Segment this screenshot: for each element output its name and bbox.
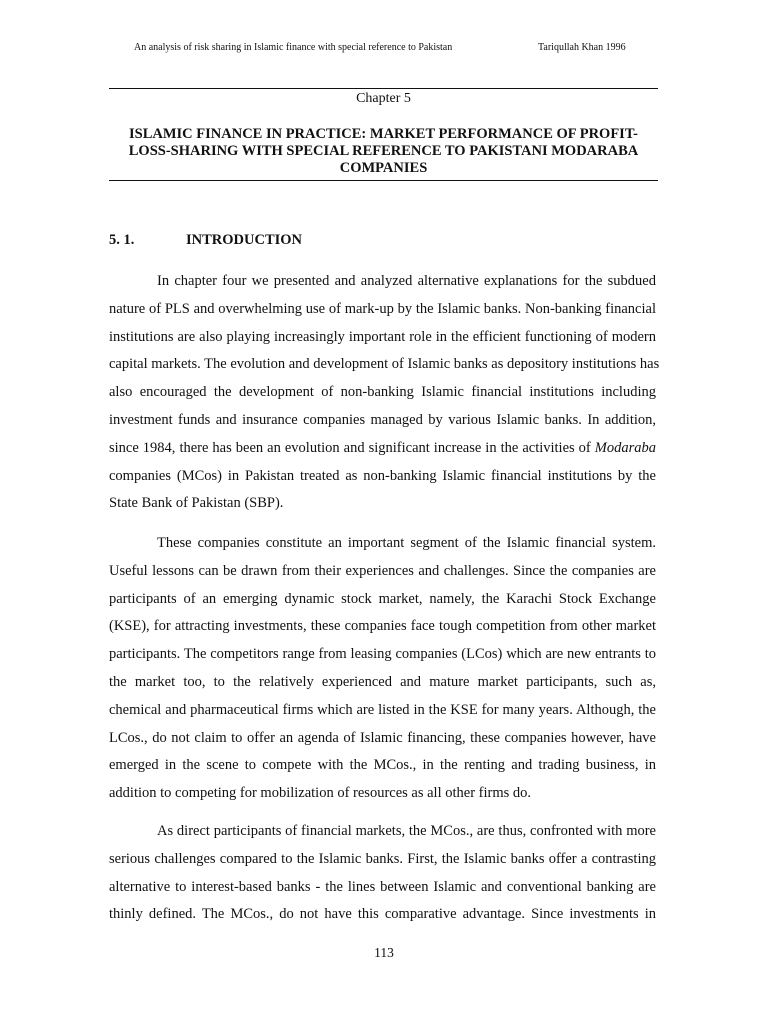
page-number: 113 <box>374 945 394 960</box>
chapter-label: Chapter 5 <box>356 91 411 106</box>
paragraph-line: capital markets. The evolution and development of Islamic banks as depository institutions has <box>109 356 660 373</box>
paragraph-line: investment funds and insurance companies managed by various Islamic banks. In addition, <box>109 411 656 428</box>
paragraph-line: participants of an emerging dynamic stock market, namely, the Karachi Stock Exchange <box>109 590 656 607</box>
paragraph-line: State Bank of Pakistan (SBP). <box>109 495 284 512</box>
section-number: 5. 1. <box>109 232 135 248</box>
paragraph-line: companies (MCos) in Pakistan treated as non-banking Islamic financial institutions by the <box>109 467 656 484</box>
running-header <box>134 42 644 54</box>
paragraph-line: alternative to interest-based banks - the lines between Islamic and conventional banking are <box>109 878 656 895</box>
paragraph-line: emerged in the scene to compete with the MCos., in the renting and trading business, in <box>109 757 656 774</box>
paragraph-line: also encouraged the development of non-banking Islamic financial institutions including <box>109 384 656 401</box>
chapter-title <box>109 126 658 177</box>
paragraph-3 <box>109 818 656 929</box>
paragraph-line: As direct participants of financial markets, the MCos., are thus, confronted with more <box>157 823 656 839</box>
running-header-title: An analysis of risk sharing in Islamic finance with special reference to Pakistan <box>134 42 453 53</box>
chapter-title-line: ISLAMIC FINANCE IN PRACTICE: MARKET PERFORMANCE OF PROFIT- <box>129 126 638 142</box>
header-rule-top <box>109 88 658 89</box>
section-title: INTRODUCTION <box>186 232 303 248</box>
running-header-author: Tariqullah Khan 1996 <box>538 42 626 53</box>
header-rule-bottom <box>109 180 658 181</box>
chapter-title-line: LOSS-SHARING WITH SPECIAL REFERENCE TO PAKISTANI MODARABA <box>128 143 639 159</box>
paragraph-line: These companies constitute an important segment of the Islamic financial system. <box>157 535 656 551</box>
paragraph-line-text: since 1984, there has been an evolution and significant increase in the activities of <box>109 439 591 456</box>
italic-term: Modaraba <box>594 439 656 456</box>
paragraph-2 <box>109 530 656 808</box>
paragraph-line: In chapter four we presented and analyzed alternative explanations for the subdued <box>157 273 656 289</box>
paragraph-line: thinly defined. The MCos., do not have this comparative advantage. Since investments in <box>109 906 656 923</box>
paragraph-line: (KSE), for attracting investments, these companies face tough competition from other market <box>109 618 656 635</box>
paragraph-line: chemical and pharmaceutical firms which are listed in the KSE for many years. Although, the <box>109 701 656 718</box>
paragraph-line: institutions are also playing increasingly important role in the efficient functioning of modern <box>109 328 656 345</box>
paragraph-line: participants. The competitors range from leasing companies (LCos) which are new entrants to <box>109 646 656 663</box>
paragraph-line <box>109 435 656 463</box>
section-heading <box>109 232 302 249</box>
paragraph-1 <box>109 268 660 518</box>
paragraph-line: LCos., do not claim to offer an agenda of Islamic financing, these companies however, have <box>109 729 656 746</box>
paragraph-line: addition to competing for mobilization of resources as all other firms do. <box>109 785 532 802</box>
paragraph-line: serious challenges compared to the Islamic banks. First, the Islamic banks offer a contrasting <box>109 850 656 867</box>
paragraph-line: Useful lessons can be drawn from their experiences and challenges. Since the companies are <box>109 562 656 579</box>
chapter-title-line: COMPANIES <box>339 160 428 176</box>
paragraph-line: nature of PLS and overwhelming use of mark-up by the Islamic banks. Non-banking financial <box>109 300 656 317</box>
paragraph-line: the market too, to the relatively experienced and mature market participants, such as, <box>109 673 656 690</box>
